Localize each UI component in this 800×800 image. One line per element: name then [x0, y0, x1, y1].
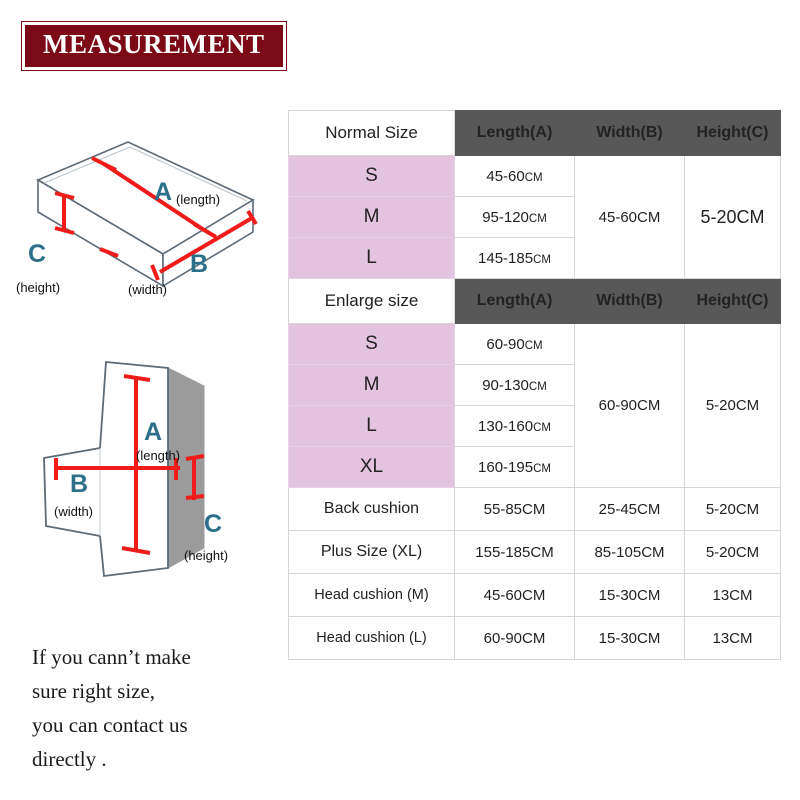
height-enlarge-merged: 5-20CM	[685, 324, 781, 488]
length-head-cushion-m: 45-60CM	[455, 574, 575, 617]
header-enlarge-height-c: Height(C)	[685, 279, 781, 324]
row-label-plus-size-xl: Plus Size (XL)	[289, 531, 455, 574]
length-normal-m: 95-120CM	[455, 197, 575, 238]
width-head-cushion-m: 15-30CM	[575, 574, 685, 617]
header-enlarge-width-b: Width(B)	[575, 279, 685, 324]
note-line-3: you can contact us	[32, 713, 188, 737]
size-enlarge-m: M	[289, 365, 455, 406]
table-row	[289, 324, 781, 365]
cushion-sublabel-A: (length)	[176, 192, 221, 207]
length-back-cushion: 55-85CM	[455, 488, 575, 531]
length-enlarge-l: 130-160CM	[455, 406, 575, 447]
height-head-cushion-m: 13CM	[685, 574, 781, 617]
width-head-cushion-l: 15-30CM	[575, 617, 685, 660]
height-head-cushion-l: 13CM	[685, 617, 781, 660]
seat-cushion-diagram	[8, 120, 273, 325]
header-enlarge-size: Enlarge size	[289, 279, 455, 324]
length-normal-s: 45-60CM	[455, 156, 575, 197]
row-label-head-cushion-l: Head cushion (L)	[289, 617, 455, 660]
width-enlarge-merged: 60-90CM	[575, 324, 685, 488]
length-plus-size-xl: 155-185CM	[455, 531, 575, 574]
width-normal-merged: 45-60CM	[575, 156, 685, 279]
table-row	[289, 531, 781, 574]
row-label-head-cushion-m: Head cushion (M)	[289, 574, 455, 617]
page-title: MEASUREMENT	[43, 29, 265, 59]
header-enlarge-length-a: Length(A)	[455, 279, 575, 324]
table-row	[289, 111, 781, 156]
sofa-label-A: A	[144, 418, 163, 446]
contact-note	[32, 640, 262, 776]
size-normal-s: S	[289, 156, 455, 197]
cushion-sublabel-C: (height)	[16, 280, 61, 295]
size-normal-l: L	[289, 238, 455, 279]
header-width-b: Width(B)	[575, 111, 685, 156]
height-plus-size-xl: 5-20CM	[685, 531, 781, 574]
sofa-sublabel-B: (width)	[54, 504, 94, 519]
header-height-c: Height(C)	[685, 111, 781, 156]
table-row	[289, 156, 781, 197]
sofa-sublabel-C: (height)	[184, 548, 229, 563]
size-enlarge-l: L	[289, 406, 455, 447]
sofa-sublabel-A: (length)	[136, 448, 181, 463]
row-label-back-cushion: Back cushion	[289, 488, 455, 531]
length-head-cushion-l: 60-90CM	[455, 617, 575, 660]
length-enlarge-xl: 160-195CM	[455, 447, 575, 488]
height-normal-merged: 5-20CM	[685, 156, 781, 279]
length-normal-l: 145-185CM	[455, 238, 575, 279]
sofa-label-B: B	[70, 470, 89, 498]
size-normal-m: M	[289, 197, 455, 238]
table-row	[289, 574, 781, 617]
measurement-title-banner	[22, 22, 286, 70]
size-measurement-table	[288, 110, 781, 660]
width-back-cushion: 25-45CM	[575, 488, 685, 531]
note-line-4: directly .	[32, 747, 107, 771]
table-row	[289, 488, 781, 531]
cushion-sublabel-B: (width)	[128, 282, 168, 297]
table-row	[289, 279, 781, 324]
length-enlarge-m: 90-130CM	[455, 365, 575, 406]
cushion-label-C: C	[28, 240, 47, 268]
note-line-1: If you cann’t make	[32, 645, 191, 669]
width-plus-size-xl: 85-105CM	[575, 531, 685, 574]
sofa-cover-diagram	[18, 340, 268, 615]
header-normal-size: Normal Size	[289, 111, 455, 156]
cushion-label-A: A	[154, 178, 173, 206]
size-enlarge-xl: XL	[289, 447, 455, 488]
table-row	[289, 617, 781, 660]
note-line-2: sure right size,	[32, 679, 156, 703]
sofa-label-C: C	[204, 510, 223, 538]
length-enlarge-s: 60-90CM	[455, 324, 575, 365]
header-length-a: Length(A)	[455, 111, 575, 156]
cushion-label-B: B	[190, 250, 209, 278]
height-back-cushion: 5-20CM	[685, 488, 781, 531]
size-enlarge-s: S	[289, 324, 455, 365]
